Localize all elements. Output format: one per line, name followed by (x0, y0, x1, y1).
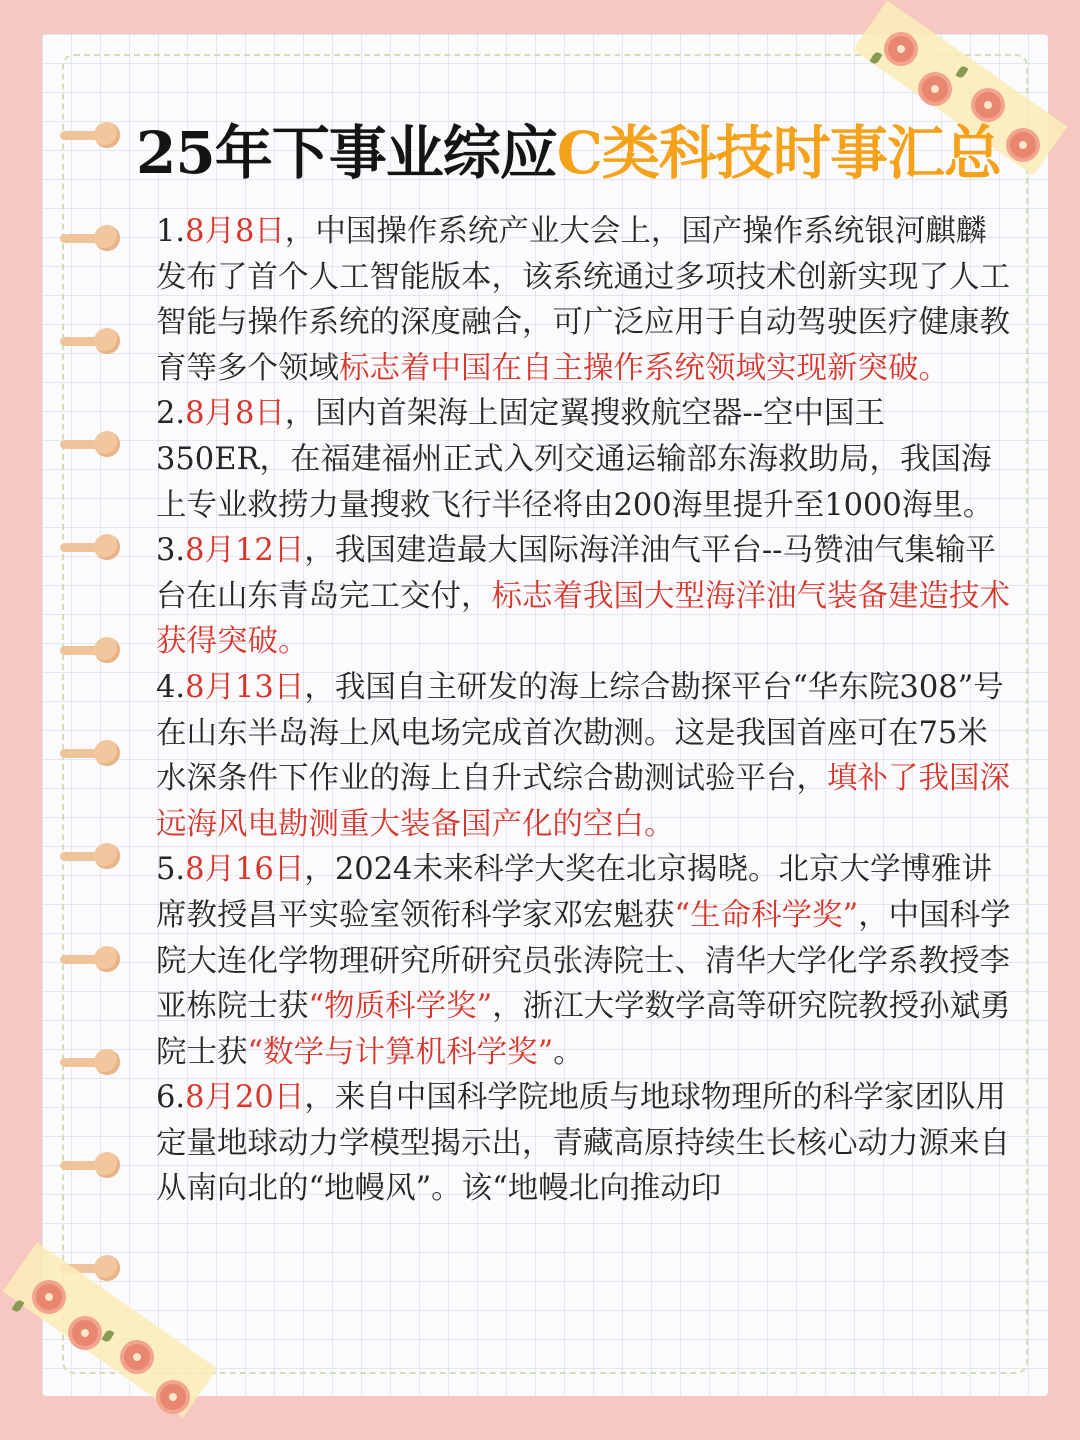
flower-icon (1010, 132, 1036, 158)
flower-icon (160, 1384, 186, 1410)
item-text: ，我国建造最大国际海洋油气平台--马赞油气集输平台在山东青岛完工交付， (156, 533, 996, 614)
binder-ring (60, 122, 124, 148)
ring-hole (94, 843, 120, 869)
item-highlight: 标志着中国在自主操作系统领域实现新突破。 (339, 350, 949, 386)
flower-icon (124, 1344, 150, 1370)
binder-ring (60, 431, 124, 457)
ring-hole (94, 122, 120, 148)
award-name: “物质科学奖” (308, 989, 493, 1025)
item-date: 8月16日 (185, 852, 305, 888)
item-text: ，国内首架海上固定翼搜救航空器--空中国王350ER，在福建福州正式入列交通运输部东海救助局，我国海上专业救捞力量搜救飞行半径将由200海里提升至1000海里。 (156, 396, 994, 523)
title-highlight: C类科技时事汇总 (556, 119, 1001, 187)
news-item-2 (156, 391, 1016, 528)
item-text: ，2024未来科学大奖在北京揭晓。北京大学博雅讲席教授昌平实验室领衔科学家邓宏魁获 (156, 852, 992, 933)
binder-ring (60, 637, 124, 663)
ring-hole (94, 637, 120, 663)
item-highlight: 填补了我国深远海风电勘测重大装备国产化的空白。 (156, 761, 1010, 842)
news-item-3 (156, 528, 1016, 665)
binder-ring (60, 740, 124, 766)
binder-ring (60, 1152, 124, 1178)
item-text: 。 (553, 1034, 584, 1070)
item-text: ，来自中国科学院地质与地球物理所的科学家团队用定量地球动力学模型揭示出，青藏高原持续生长核心动力源来自从南向北的“地幔风”。该“地幔北向推动印 (156, 1080, 1010, 1207)
ring-hole (94, 1255, 120, 1281)
ring-hole (94, 431, 120, 457)
binder-ring (60, 843, 124, 869)
binder-ring (60, 328, 124, 354)
binder-ring (60, 225, 124, 251)
binder-ring (60, 1049, 124, 1075)
news-item-5 (156, 847, 1016, 1075)
item-text: ，浙江大学数学高等研究院教授孙斌勇院士获 (156, 989, 1011, 1070)
binder-ring (60, 534, 124, 560)
item-text: ，中国操作系统产业大会上，国产操作系统银河麒麟发布了首个人工智能版本，该系统通过多项技术创新实现了人工智能与操作系统的深度融合，可广泛应用于自动驾驶医疗健康教育等多个领域 (156, 214, 1010, 386)
ring-hole (94, 534, 120, 560)
item-date: 8月8日 (185, 396, 285, 432)
item-text: ，中国科学院大连化学物理研究所研究员张涛院士、清华大学化学系教授李亚栋院士获 (156, 897, 1011, 1025)
binder-ring (60, 946, 124, 972)
flower-icon (36, 1284, 62, 1310)
ring-hole (94, 328, 120, 354)
flower-icon (888, 36, 914, 62)
news-item-6 (156, 1075, 1016, 1212)
item-date: 8月8日 (185, 214, 285, 249)
news-list (156, 209, 1016, 1212)
title-main: 25年下事业综应 (136, 119, 557, 187)
ring-hole (94, 1152, 120, 1178)
news-item-4 (156, 665, 1016, 847)
item-highlight: 标志着我国大型海洋油气装备建造技术获得突破。 (156, 578, 1010, 660)
page-title (136, 106, 1001, 190)
item-number: 6. (156, 1080, 186, 1116)
item-date: 8月20日 (185, 1080, 305, 1116)
item-number: 4. (156, 669, 186, 705)
item-number: 3. (156, 533, 186, 569)
ring-hole (94, 225, 120, 251)
leaf-icon (12, 1299, 25, 1313)
item-date: 8月12日 (185, 533, 305, 569)
flower-icon (72, 1320, 98, 1346)
award-name: “数学与计算机科学奖” (247, 1034, 554, 1070)
flower-icon (922, 76, 948, 102)
item-number: 2. (156, 396, 186, 432)
item-number: 5. (156, 852, 186, 888)
item-number: 1. (156, 214, 186, 249)
item-text: ，我国自主研发的海上综合勘探平台“华东院308”号在山东半岛海上风电场完成首次勘测。这是我国首座可在75米水深条件下作业的海上自升式综合勘测试验平台， (156, 669, 1004, 797)
ring-hole (94, 946, 120, 972)
item-date: 8月13日 (185, 669, 305, 705)
award-name: “生命科学奖” (674, 897, 859, 933)
news-item-1 (156, 209, 1016, 391)
ring-hole (94, 740, 120, 766)
ring-hole (94, 1049, 120, 1075)
